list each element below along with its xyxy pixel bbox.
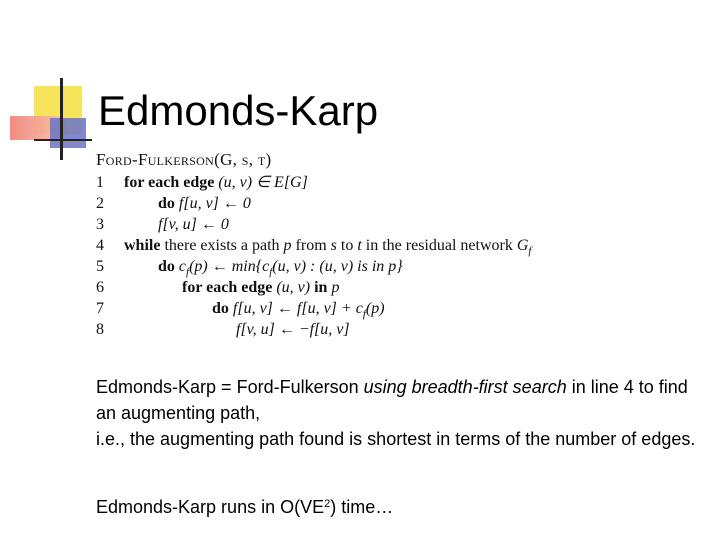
pseudocode-line xyxy=(96,277,340,298)
code-segment: to xyxy=(336,237,358,254)
line-code xyxy=(158,214,229,235)
runtime-exponent: 2 xyxy=(324,498,331,510)
pseudocode-lines xyxy=(96,172,532,340)
description-text-c: i.e., the augmenting path found is shortest in terms of the number of edges. xyxy=(96,429,696,449)
description-text-b: in line 4 to find an augmenting path, xyxy=(96,377,688,423)
slide-title: Edmonds-Karp xyxy=(98,87,379,134)
pseudocode-block xyxy=(96,148,532,340)
code-segment: f[v, u] ← −f[u, v] xyxy=(236,321,350,338)
line-number: 5 xyxy=(96,258,104,275)
line-number: 7 xyxy=(96,300,104,317)
code-segment: c xyxy=(178,258,187,275)
pseudocode-line xyxy=(96,193,271,214)
pseudocode-line xyxy=(96,319,350,340)
code-segment: p xyxy=(283,237,292,254)
code-segment: do xyxy=(158,258,179,275)
line-number: 3 xyxy=(96,216,104,233)
code-segment: f[u, v] ← 0 xyxy=(178,195,251,212)
code-segment: in xyxy=(310,279,332,296)
code-segment: in the residual network xyxy=(361,237,517,254)
code-segment: (u, v) xyxy=(276,279,311,296)
runtime-paragraph xyxy=(96,494,696,520)
pseudocode-header: Ford-Fulkerson(G, s, t) xyxy=(96,150,272,169)
line-number: 6 xyxy=(96,279,104,296)
pseudocode-line xyxy=(96,298,385,321)
description-paragraph xyxy=(96,374,696,452)
code-segment: there exists a path xyxy=(164,237,284,254)
description-text-a: Edmonds-Karp = Ford-Fulkerson xyxy=(96,377,364,397)
line-code xyxy=(236,319,350,340)
code-segment: for each edge xyxy=(124,174,219,191)
pseudocode-line xyxy=(96,235,532,258)
runtime-text-a: Edmonds-Karp runs in O(VE xyxy=(96,497,325,517)
logo-vertical-line xyxy=(60,78,63,160)
code-segment: (u, v) ∈ E[G] xyxy=(218,174,308,191)
code-segment: f xyxy=(528,245,532,258)
line-number: 8 xyxy=(96,321,104,338)
code-segment: while xyxy=(124,237,165,254)
runtime-text-b: ) time… xyxy=(330,497,394,517)
pseudocode-line xyxy=(96,256,403,279)
code-segment: t xyxy=(357,237,362,254)
code-segment: (u, v) : (u, v) is in p} xyxy=(272,258,403,275)
line-number: 4 xyxy=(96,237,104,254)
pseudocode-line xyxy=(96,214,271,235)
code-segment: f[u, v] ← f[u, v] + c xyxy=(232,300,363,317)
code-segment: do xyxy=(158,195,179,212)
code-segment: f xyxy=(186,266,190,279)
code-segment: for each edge xyxy=(182,279,277,296)
code-segment: s xyxy=(330,237,337,254)
pseudocode-line xyxy=(96,172,308,193)
code-segment: do xyxy=(212,300,233,317)
code-segment: (p) ← min{c xyxy=(189,258,270,275)
line-code xyxy=(182,277,339,298)
description-emphasis: using breadth-first search xyxy=(363,377,567,397)
line-number: 2 xyxy=(96,195,104,212)
code-segment: f[v, u] ← 0 xyxy=(158,216,229,233)
code-segment: from xyxy=(291,237,331,254)
line-code xyxy=(124,172,308,193)
code-segment: p xyxy=(331,279,340,296)
code-segment: (p) xyxy=(365,300,385,317)
logo-horizontal-line xyxy=(34,139,92,141)
code-segment: f xyxy=(269,266,273,279)
code-segment: G xyxy=(516,237,529,254)
logo-blue-square xyxy=(50,118,86,148)
line-number: 1 xyxy=(96,174,104,191)
code-segment: f xyxy=(362,308,366,321)
line-code xyxy=(158,193,251,214)
